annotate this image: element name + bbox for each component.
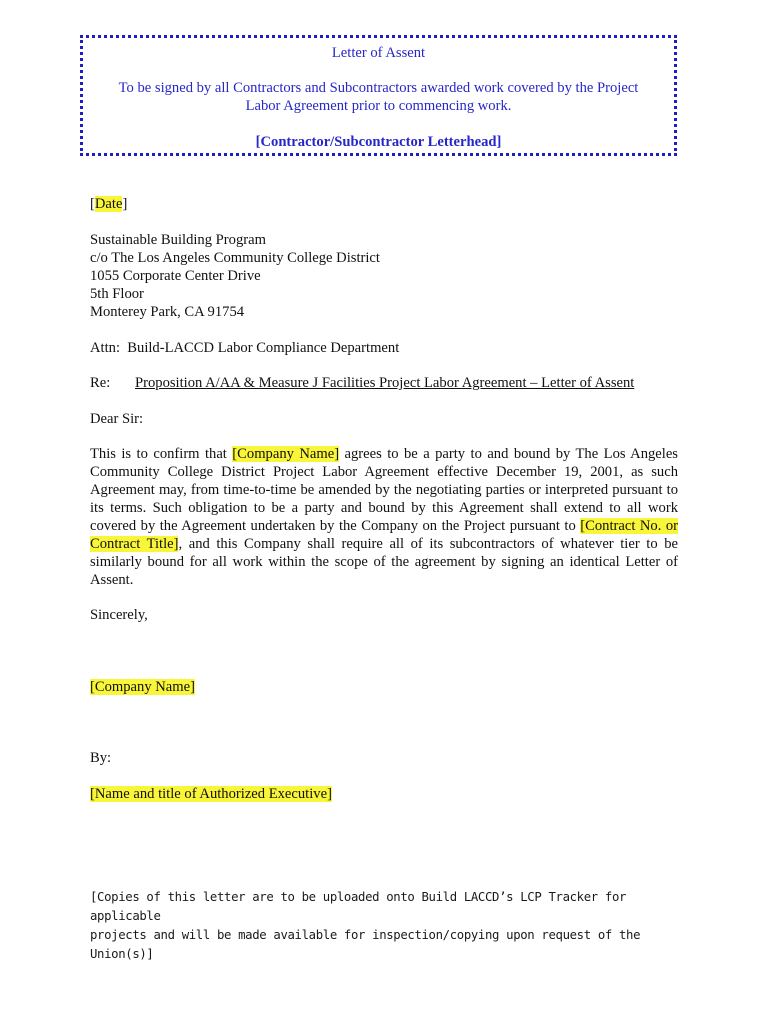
company-name-placeholder: [Company Name] xyxy=(232,446,340,462)
body-text: , and this Company shall require all of its subcontractors of whatever tier to be similarly bound for all work within the scope of the agreement by signing an identical Letter of Assent. xyxy=(90,536,678,588)
letterhead-placeholder: [Contractor/Subcontractor Letterhead] xyxy=(255,134,502,150)
signature-company-line xyxy=(90,678,678,696)
body-text: This is to confirm that xyxy=(90,446,233,462)
address-line: Sustainable Building Program xyxy=(90,232,266,248)
address-line: 5th Floor xyxy=(90,286,144,302)
body-paragraph xyxy=(90,445,678,589)
salutation: Dear Sir: xyxy=(90,411,144,427)
instruction-box xyxy=(80,35,677,156)
recipient-address xyxy=(90,231,678,321)
date-line: [Date] xyxy=(90,196,128,212)
address-line: Monterey Park, CA 91754 xyxy=(90,304,245,320)
by-label: By: xyxy=(90,750,112,766)
signature-company-placeholder: [Company Name] xyxy=(90,679,195,695)
footer-note-line: projects and will be made available for inspection/copying upon request of the Union(s)] xyxy=(90,928,641,961)
re-label: Re: xyxy=(90,375,111,391)
body-text: agrees to be a party to and bound by The Los Angeles Community College District Project Labor Agreement effective December 19, 2001, as such Agreement may, from time-to-time be amended by the negotiating parties or interpreted pursuant to its terms. Such obligation to be a party and bound by this Agreement shall extend to all work covered by the Agreement undertaken by the Company on the Project pursuant to xyxy=(90,446,678,534)
attention-line: Attn: Build-LACCD Labor Compliance Department xyxy=(90,340,400,356)
footer-note-line: [Copies of this letter are to be uploaded onto Build LACCD’s LCP Tracker for applicable xyxy=(90,890,627,923)
re-subject: Proposition A/AA & Measure J Facilities Project Labor Agreement – Letter of Assent xyxy=(135,375,635,391)
signing-instruction: To be signed by all Contractors and Subcontractors awarded work covered by the Project Labor Agreement prior to commencing work. xyxy=(118,80,639,114)
contract-placeholder: [Contract No. or Contract Title] xyxy=(90,518,678,552)
executive-placeholder: [Name and title of Authorized Executive] xyxy=(90,786,332,802)
closing: Sincerely, xyxy=(90,607,148,623)
address-line: 1055 Corporate Center Drive xyxy=(90,268,261,284)
re-line xyxy=(90,374,678,392)
letter-title: Letter of Assent xyxy=(331,45,426,61)
date-placeholder: Date xyxy=(94,196,123,212)
executive-line xyxy=(90,785,678,803)
address-line: c/o The Los Angeles Community College District xyxy=(90,250,380,266)
footer-note xyxy=(90,888,690,964)
